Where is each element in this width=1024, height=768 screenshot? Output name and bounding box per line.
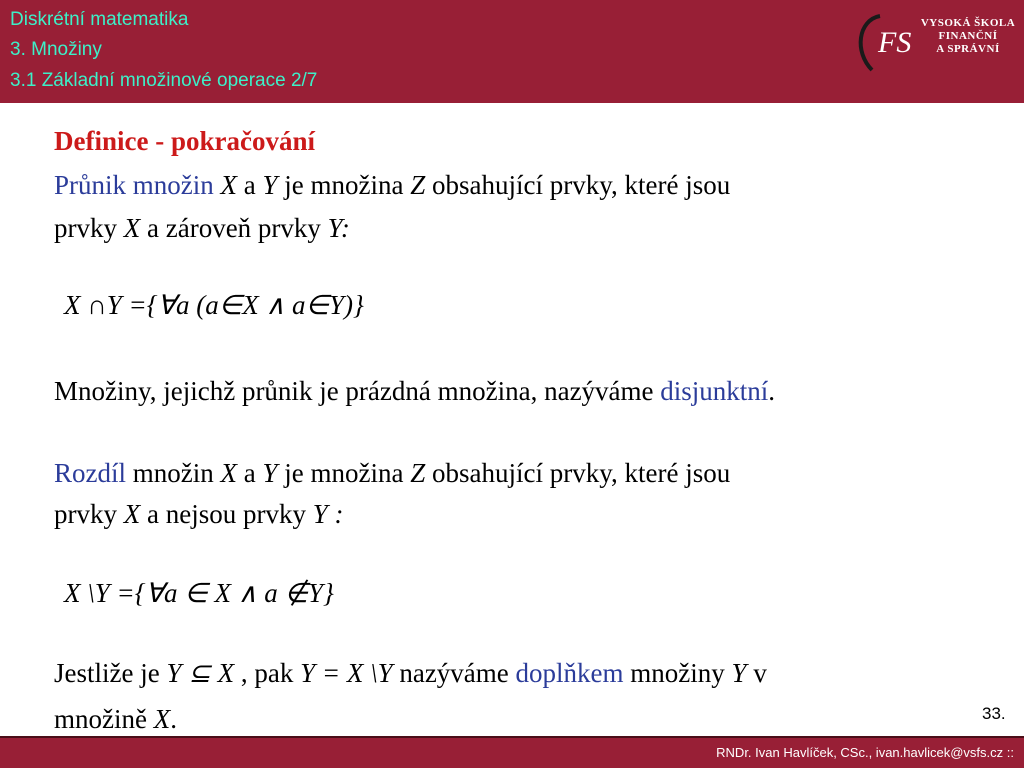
term-difference: Rozdíl <box>54 458 126 488</box>
school-name-line-1: VYSOKÁ ŠKOLA <box>920 17 1016 29</box>
page-number: 33. <box>982 704 1006 723</box>
difference-definition-line-1: Rozdíl množin X a Y je množina Z obsahující prvky, které jsou <box>54 458 731 488</box>
logo-mark-letters: FS <box>878 26 912 59</box>
term-intersection: Průnik množin <box>54 170 214 200</box>
school-logo-icon <box>852 12 922 74</box>
section-title: 3.1 Základní množinové operace 2/7 <box>10 70 318 91</box>
slide-heading: Definice - pokračování <box>54 126 315 156</box>
chapter-title: 3. Množiny <box>10 39 102 60</box>
complement-sentence-line-1: Jestliže je Y ⊆ X , pak Y = X \Y nazýváme doplňkem množiny Y v <box>54 658 767 688</box>
term-complement: doplňkem <box>515 658 624 688</box>
complement-sentence-line-2: množině X. <box>54 704 177 734</box>
intersection-formula: X ∩Y ={∀a (a∈X ∧ a∈Y)} <box>64 290 364 320</box>
difference-definition-line-2: prvky X a nejsou prvky Y : <box>54 499 344 529</box>
intersection-definition-line-1: Průnik množin X a Y je množina Z obsahující prvky, které jsou <box>54 170 731 200</box>
difference-formula: X \Y ={∀a ∈ X ∧ a ∉Y} <box>64 578 334 608</box>
disjoint-sentence: Množiny, jejichž průnik je prázdná množina, nazýváme disjunktní. <box>54 376 776 406</box>
school-name-line-3: A SPRÁVNÍ <box>936 43 1000 55</box>
course-title: Diskrétní matematika <box>10 9 189 30</box>
footer-author: RNDr. Ivan Havlíček, CSc., ivan.havlicek@vsfs.cz :: <box>716 745 1014 760</box>
intersection-definition-line-2: prvky X a zároveň prvky Y: <box>54 213 350 243</box>
footer-bar <box>0 738 1024 768</box>
term-disjoint: disjunktní <box>660 376 769 406</box>
header-bar <box>0 0 1024 103</box>
school-name-line-2: FINANČNÍ <box>938 30 998 42</box>
school-name <box>920 17 1016 56</box>
